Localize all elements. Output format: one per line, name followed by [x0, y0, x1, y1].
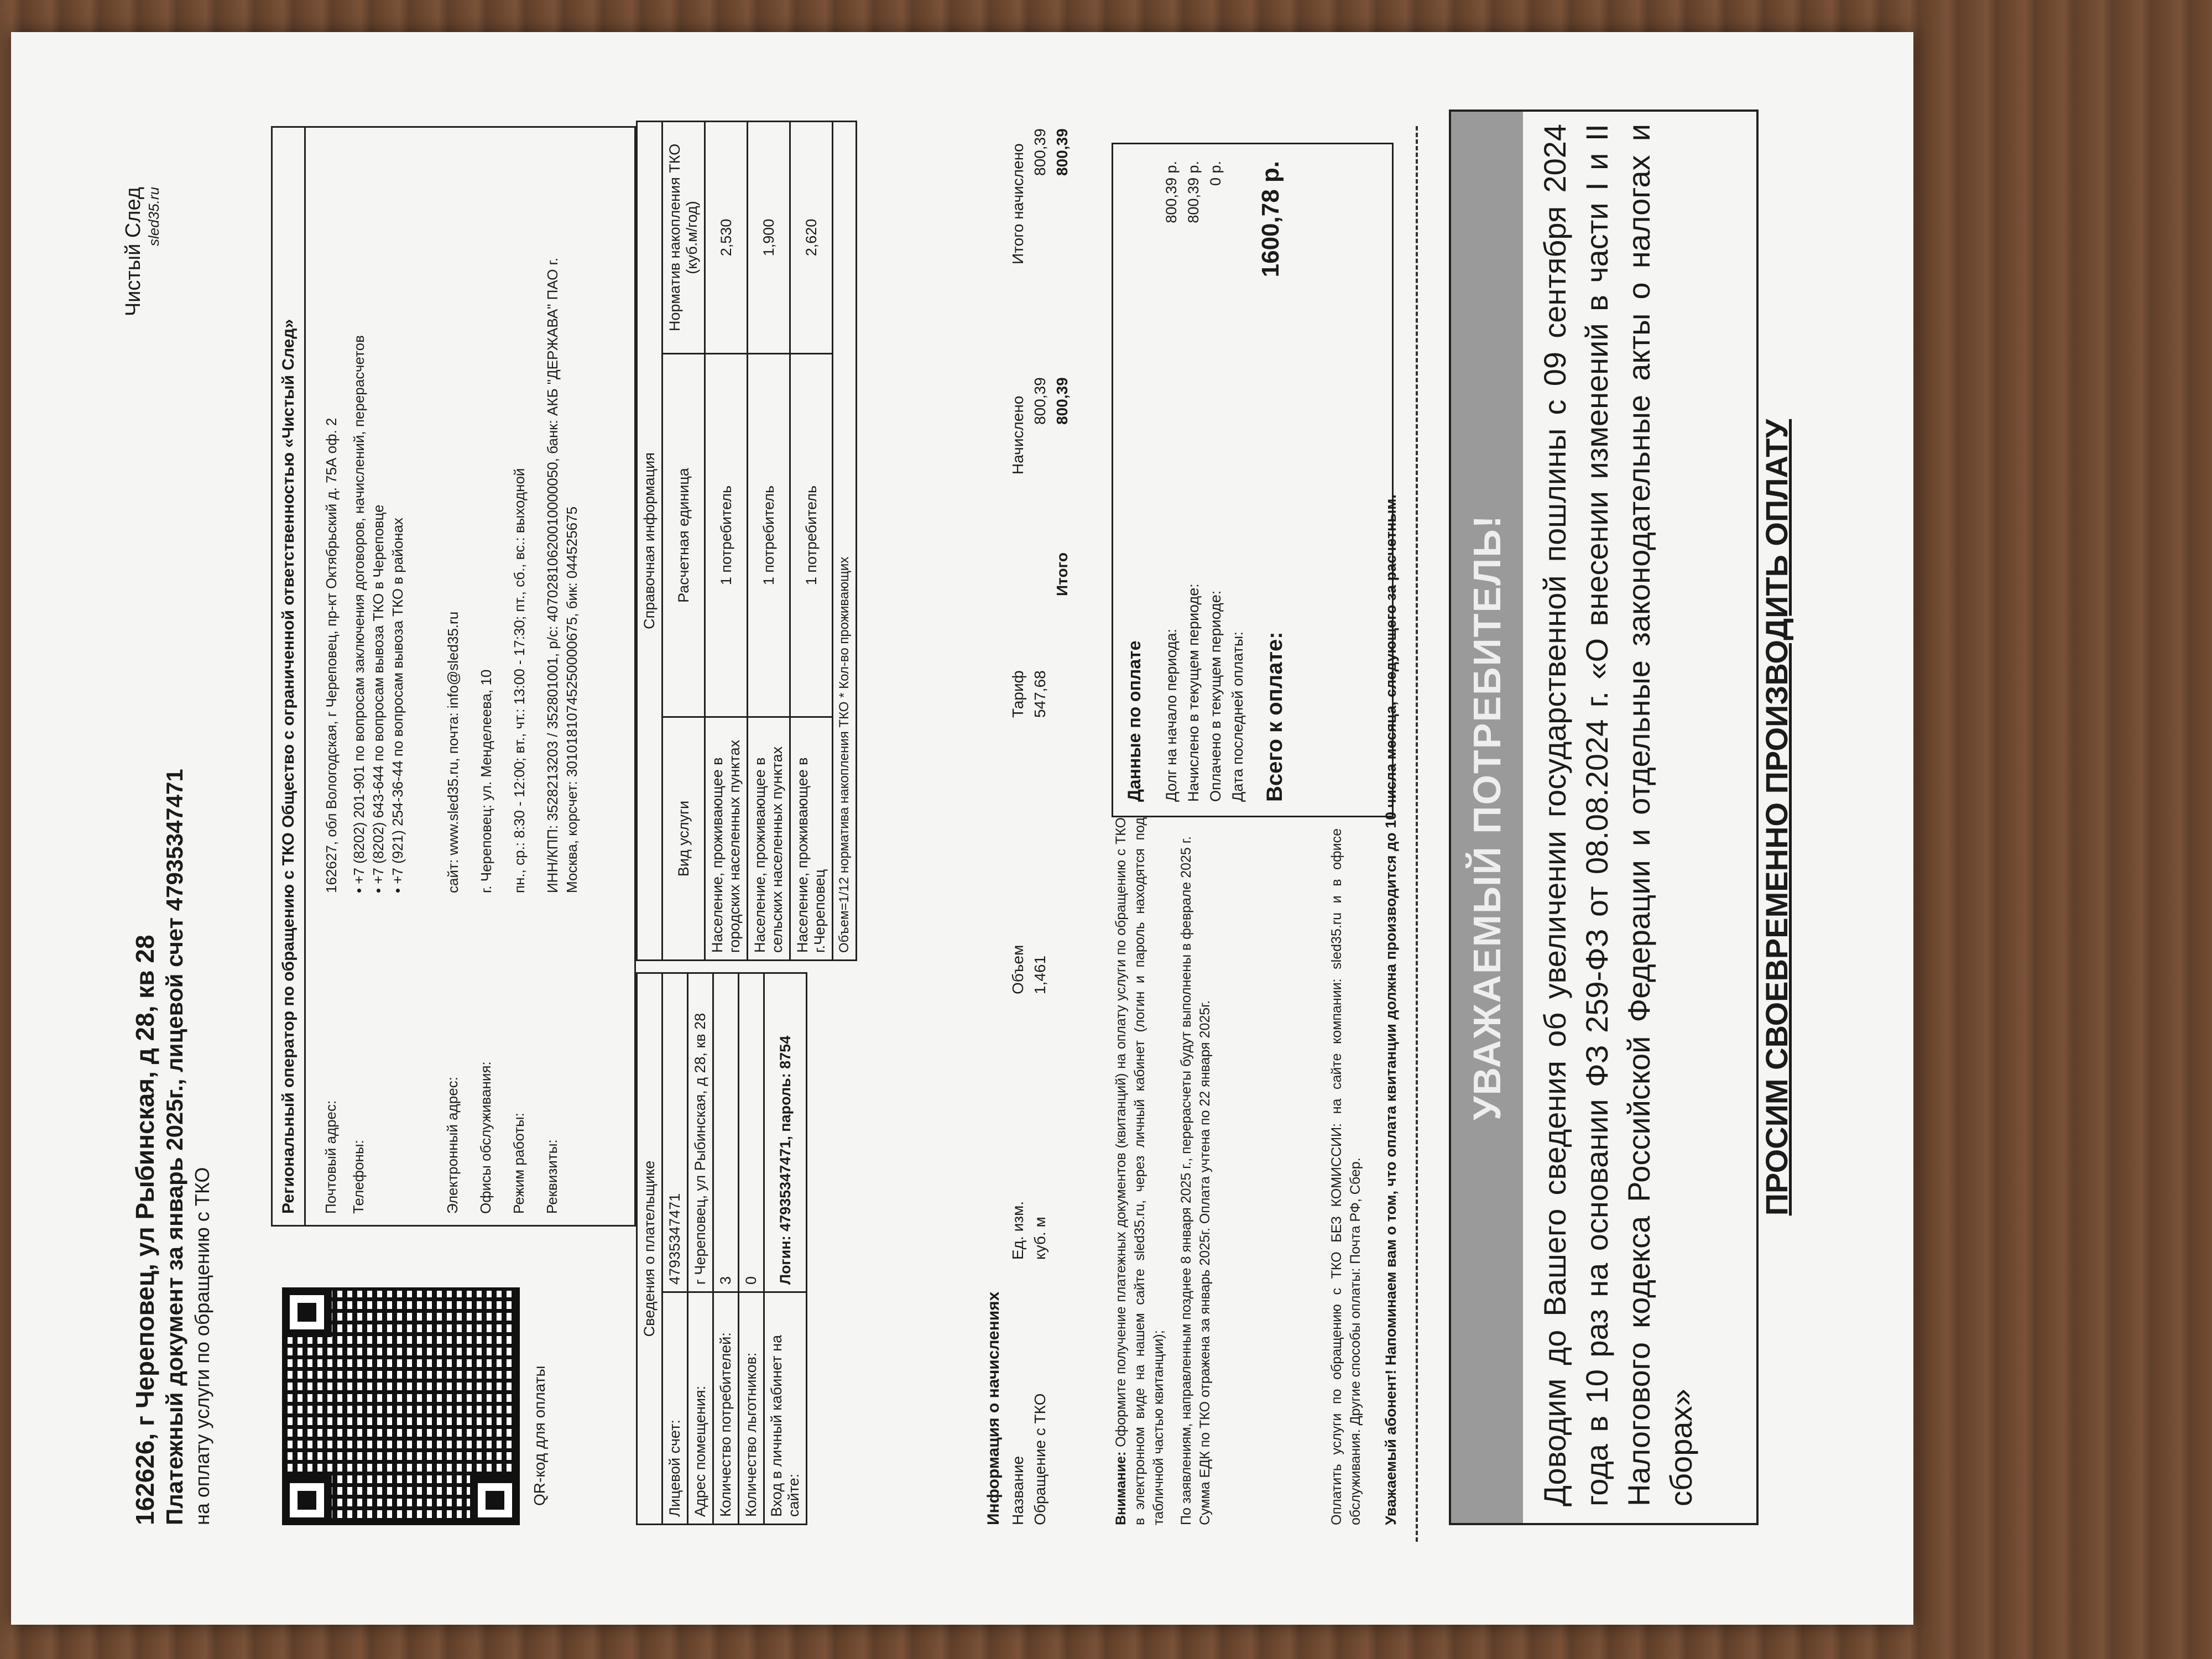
charges-total-all: 800,39 — [1053, 128, 1071, 176]
reference-header: Расчетная единица — [662, 354, 705, 717]
attention-label: Внимание: — [1113, 1451, 1129, 1525]
logo-name: Чистый След — [122, 187, 145, 317]
payer-label: Количество потребителей: — [713, 1292, 739, 1525]
payment-value: 800,39 р. — [1163, 161, 1180, 223]
operator-value: сайт: www.sled35.ru, почта: info@sled35.ru — [445, 611, 461, 893]
charges-cell: куб. м — [1031, 1217, 1048, 1260]
reference-cell: 1 потребитель — [790, 354, 833, 717]
header-purpose: на оплату услуги по обращению с ТКО — [191, 1167, 213, 1525]
notice-banner: УВАЖАЕМЫЙ ПОТРЕБИТЕЛЬ! — [1451, 112, 1523, 1523]
operator-label: Режим работы: — [510, 1113, 527, 1214]
payment-total-value: 1600,78 р. — [1257, 161, 1284, 278]
payer-info-table — [636, 972, 807, 1525]
payment-title: Данные по оплате — [1124, 640, 1144, 802]
reference-table-title: Справочная информация — [637, 122, 662, 961]
payment-summary-box — [1112, 143, 1394, 817]
reference-cell: Население, проживающее в сельских населенных пунктах — [748, 717, 790, 961]
charges-cell: 1,461 — [1031, 955, 1048, 994]
payer-label: Вход в личный кабинет на сайте: — [764, 1292, 807, 1525]
table-row — [688, 973, 713, 1525]
operator-value: • +7 (921) 254-36-44 по вопросам вывоза ТКО в районах — [389, 518, 406, 893]
table-row — [790, 122, 833, 961]
payment-label: Долг на начало периода: — [1163, 629, 1180, 802]
reference-cell: 1 потребитель — [705, 354, 748, 717]
charges-header: Итого начислено — [1009, 143, 1026, 264]
operator-value: ИНН/КПП: 3528213203 / 352801001, р/с: 40702810620010000050, банк: АКБ "ДЕРЖАВА" ПАО г. — [544, 257, 561, 893]
table-row — [662, 973, 688, 1525]
payment-methods-text: Оплатить услуги по обращению с ТКО БЕЗ КОМИССИИ: на сайте компании: sled35.ru и в офисе обслуживания. Другие способы оплаты: Почта РФ, Сбер. — [1329, 828, 1363, 1525]
payment-value: 800,39 р. — [1185, 161, 1202, 223]
attention-text — [1112, 817, 1214, 1525]
header-address: 162626, г Череповец, ул Рыбинская, д 28, кв 28 — [131, 935, 159, 1525]
table-row — [739, 973, 764, 1525]
table-row — [713, 973, 739, 1525]
qr-finder-icon — [282, 1287, 332, 1337]
consumer-notice-box — [1449, 109, 1759, 1525]
reference-header: Вид услуги — [662, 717, 705, 961]
receipt-paper — [11, 32, 1913, 1625]
charges-header: Тариф — [1009, 670, 1026, 718]
payer-value: 3 — [713, 973, 739, 1292]
reference-info-table — [636, 121, 857, 961]
payer-label: Лицевой счет: — [662, 1292, 688, 1525]
attention-paragraph: Оформите получение платежных документов (квитанций) на оплату услуги по обращению с ТКО в электронном виде на нашем сайте sled35.ru, через личный кабинет (логин и пароль находятся под табличной частью квитанции); — [1113, 817, 1166, 1525]
operator-value: пн., ср.: 8:30 - 12:00; вт., чт.: 13:00 - 17:30; пт., сб., вс.: выходной — [511, 468, 528, 893]
payment-total-label: Всего к оплате: — [1262, 632, 1287, 802]
operator-value: 162627, обл Вологодская, г Череповец, пр-кт Октябрьский д. 75А оф. 2 — [323, 418, 340, 893]
payment-document — [11, 32, 1913, 1625]
header-document-title: Платежный документ за январь 2025г., лицевой счет 47935347471 — [161, 769, 187, 1525]
operator-value: г. Череповец: ул. Менделеева, 10 — [478, 669, 494, 893]
payment-label: Оплачено в текущем периоде: — [1207, 590, 1224, 802]
operator-value: Москва, корсчет: 30101810745250000675, бик: 044525675 — [564, 506, 580, 893]
charges-section — [984, 109, 1071, 1525]
reference-note: Объем=1/12 норматива накопления ТКО * Кол-во проживающих — [833, 122, 857, 961]
qr-caption: QR-код для оплаты — [531, 1365, 548, 1506]
reference-cell: Население, проживающее в г.Череповец — [790, 717, 833, 961]
payer-label: Адрес помещения: — [688, 1292, 713, 1525]
charges-header: Название — [1009, 1455, 1026, 1525]
reference-cell: 2,620 — [790, 122, 833, 354]
reference-cell: 1 потребитель — [748, 354, 790, 717]
reference-cell: 1,900 — [748, 122, 790, 354]
payer-value: Логин: 47935347471, пароль: 8754 — [764, 973, 807, 1292]
payment-plea: ПРОСИМ СВОЕВРЕМЕННО ПРОИЗВОДИТЬ ОПЛАТУ — [1759, 419, 1794, 1216]
payment-label: Дата последней оплаты: — [1229, 632, 1246, 802]
operator-label: Почтовый адрес: — [322, 1100, 339, 1214]
charges-cell: 800,39 — [1031, 128, 1048, 176]
qr-finder-icon — [470, 1475, 520, 1525]
table-row — [764, 973, 807, 1525]
payer-table-title: Сведения о плательщике — [637, 973, 662, 1525]
charges-total-value: 800,39 — [1053, 377, 1071, 425]
payer-value: г Череповец, ул Рыбинская, д 28, кв 28 — [688, 973, 713, 1292]
operator-title: Региональный оператор по обращению с ТКО Общество с ограниченной ответственностью «Чистый След» — [273, 128, 306, 1225]
table-row — [705, 122, 748, 961]
charges-cell: 547,68 — [1031, 670, 1048, 718]
charges-title: Информация о начислениях — [984, 1291, 1003, 1525]
company-logo — [122, 187, 163, 316]
operator-value: • +7 (8202) 643-644 по вопросам вывоза ТКО в Череповце — [370, 504, 387, 893]
notice-text: Доводим до Вашего сведения об увеличении государственной пошлины с 09 сентября 2024 года в 10 раз на основании ФЗ 259-ФЗ от 08.08.2024 г. «О внесении изменений в части I и II Налогового кодекса Российской Федерации и отдельные законодательные акты о налогах и сборах» — [1537, 124, 1698, 1506]
operator-label: Реквизиты: — [544, 1139, 560, 1214]
charges-header: Начислено — [1009, 395, 1026, 474]
charges-header: Объем — [1009, 945, 1026, 994]
charges-cell: 800,39 — [1031, 377, 1048, 425]
payment-value: 0 р. — [1207, 161, 1224, 186]
logo-site: sled35.ru — [145, 187, 162, 246]
operator-value: • +7 (8202) 201-901 по вопросам заключения договоров, начислений, перерасчетов — [351, 335, 367, 893]
reference-cell: Население, проживающее в городских населенных пунктах — [705, 717, 748, 961]
payment-reminder: Уважаемый абонент! Напоминаем вам о том, что оплата квитанции должна производится до 10 числа месяца, следующего за расчетным. — [1383, 494, 1399, 1525]
cut-line — [1416, 126, 1418, 1542]
charges-total-label: Итого — [1053, 552, 1071, 596]
operator-label: Офисы обслуживания: — [477, 1061, 494, 1214]
attention-paragraph: Сумма ЕДК по ТКО отражена за январь 2025г. Оплата учтена по 22 января 2025г. — [1197, 1000, 1213, 1525]
charges-header: Ед. изм. — [1009, 1201, 1026, 1260]
table-row — [748, 122, 790, 961]
reference-cell: 2,530 — [705, 122, 748, 354]
payment-label: Начислено в текущем периоде: — [1185, 583, 1202, 802]
payer-label: Количество льготников: — [739, 1292, 764, 1525]
charges-cell: Обращение с ТКО — [1031, 1393, 1048, 1525]
payment-qr-code — [282, 1287, 520, 1525]
reference-header: Норматив накопления ТКО (куб.м/год) — [662, 122, 705, 354]
operator-label: Телефоны: — [350, 1140, 367, 1214]
attention-paragraph: По заявлениям, направленным позднее 8 января 2025 г., перерасчеты будут выполнены в феврале 2025 г. — [1178, 836, 1194, 1525]
payer-value: 47935347471 — [662, 973, 688, 1292]
operator-label: Электронный адрес: — [444, 1077, 461, 1214]
payer-value: 0 — [739, 973, 764, 1292]
operator-info-box — [271, 126, 636, 1227]
qr-finder-icon — [282, 1475, 332, 1525]
